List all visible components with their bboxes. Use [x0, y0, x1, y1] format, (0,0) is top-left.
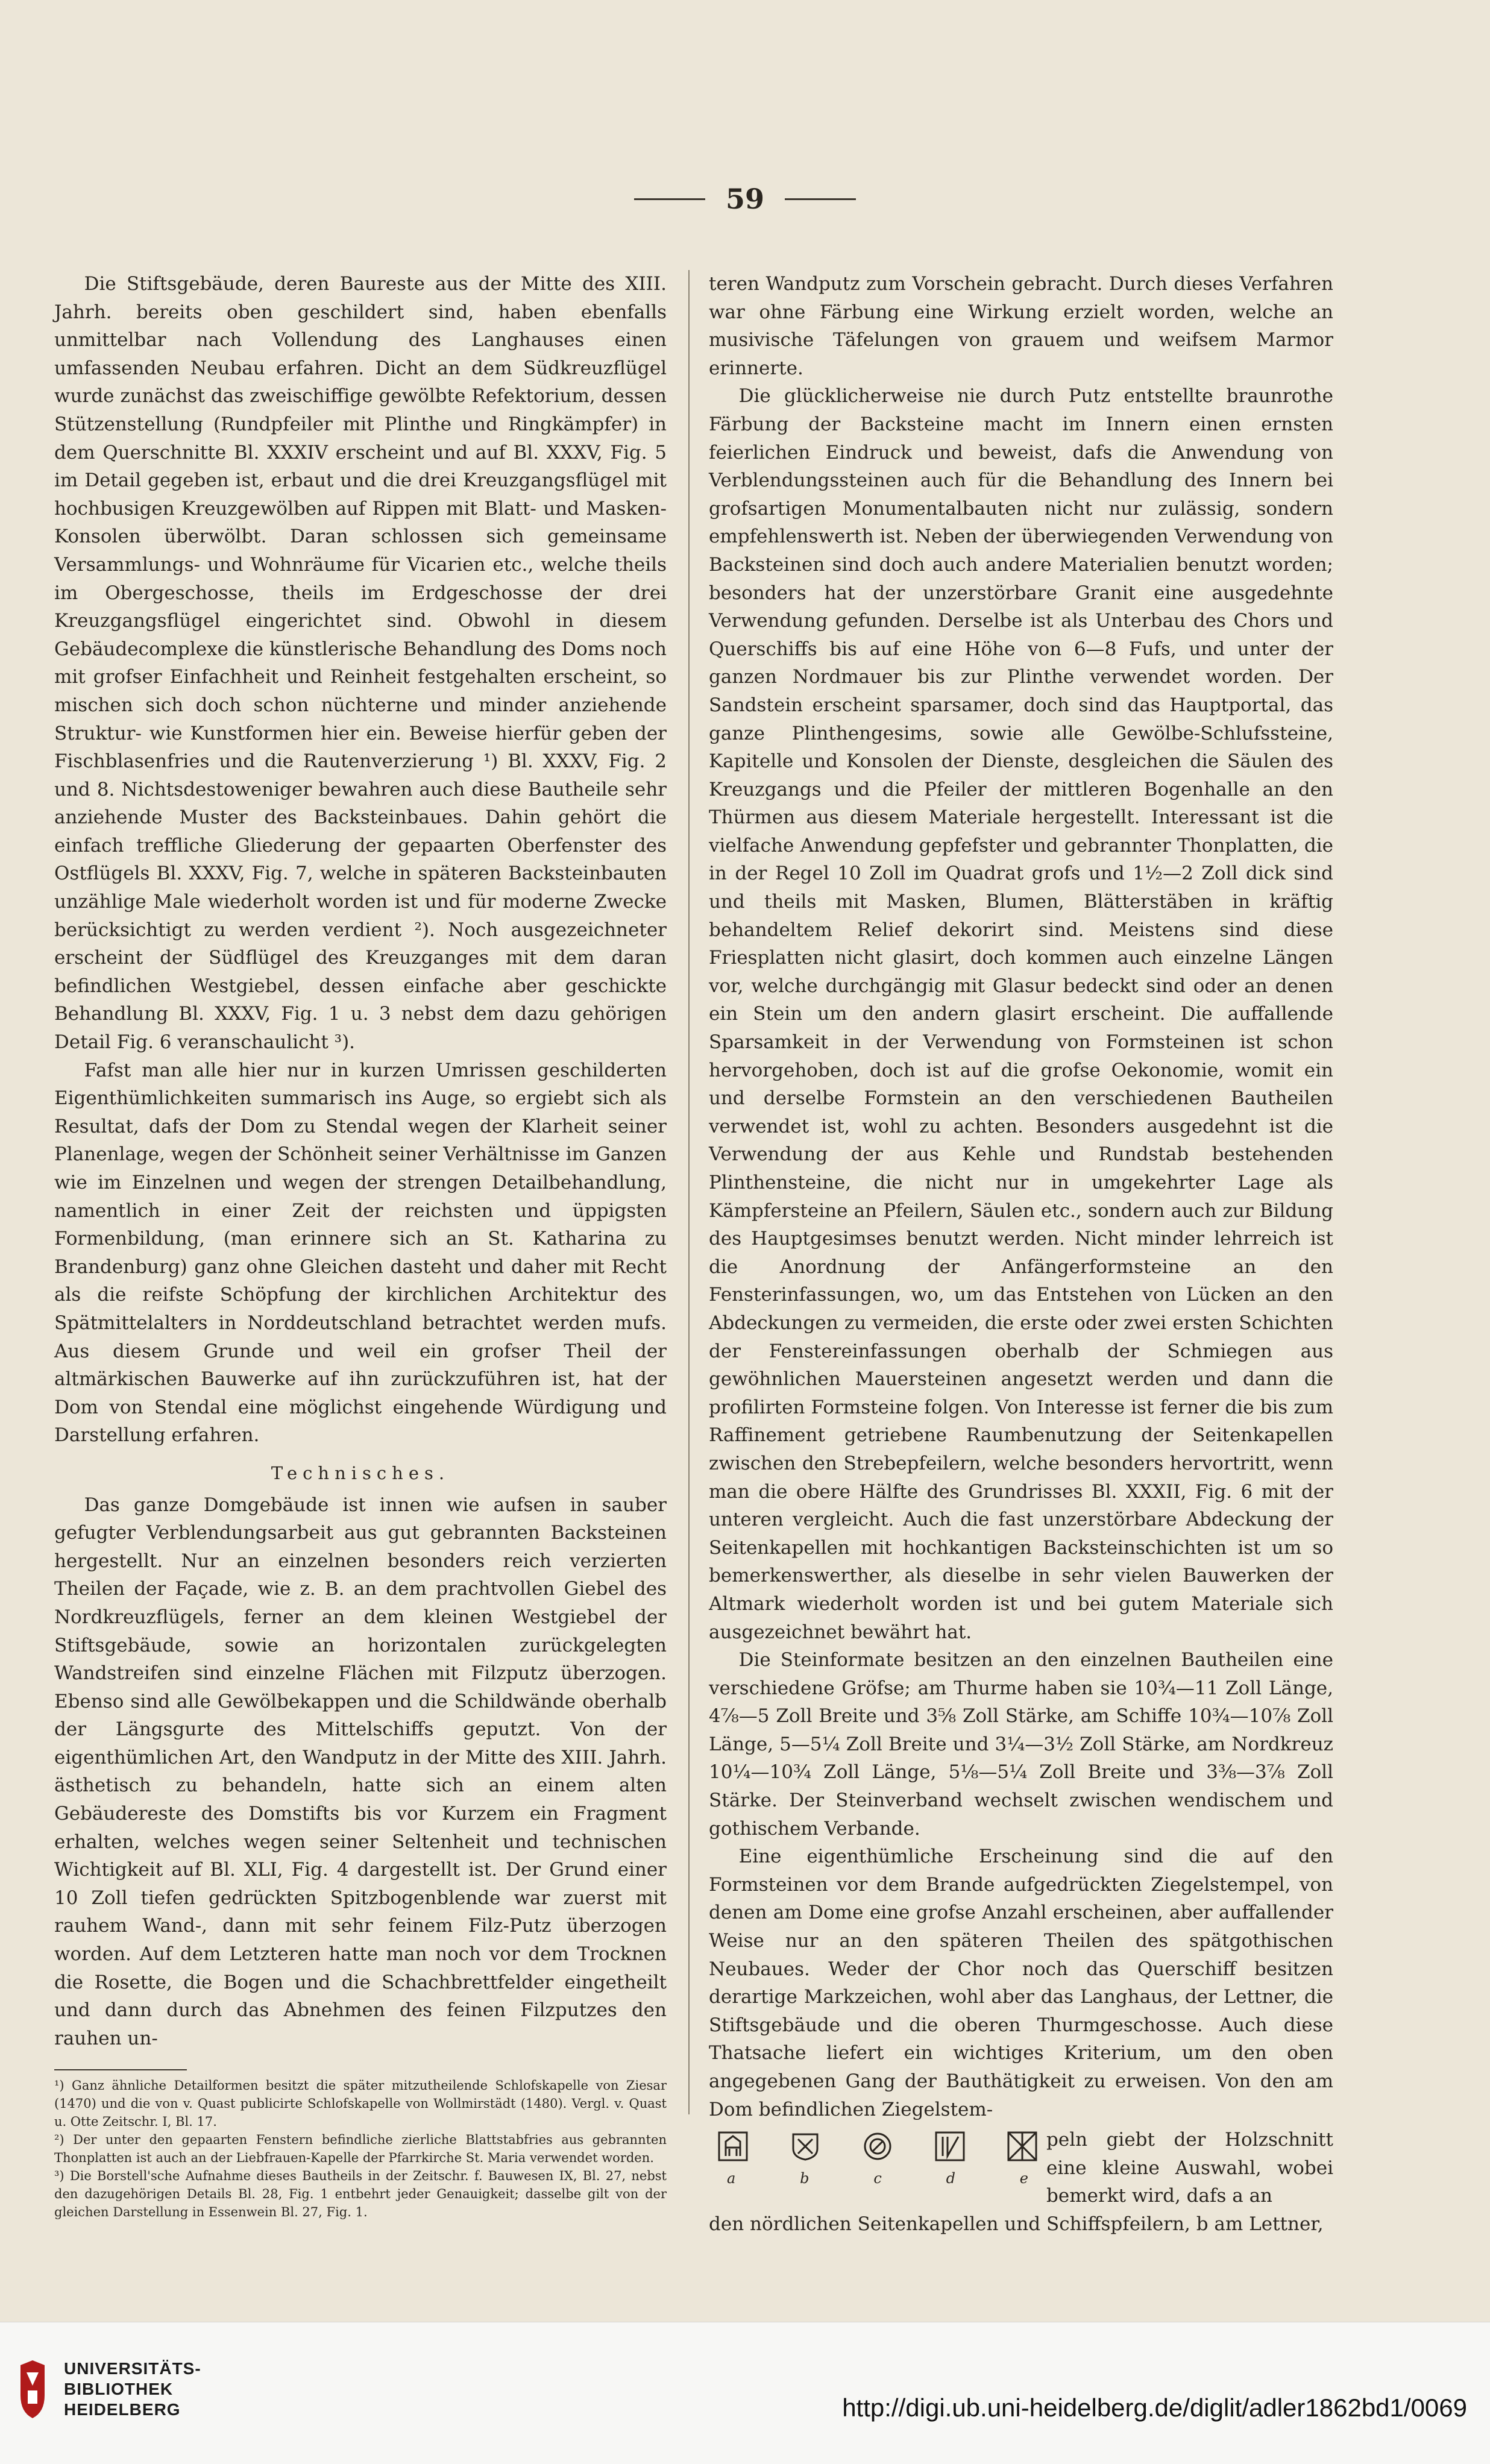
logo-line-3: HEIDELBERG: [64, 2400, 181, 2419]
stamp-label-d: d: [946, 2170, 955, 2187]
paragraph-steinformate: Die Steinformate besitzen an den einzelnen Bautheilen eine verschiedene Gröfse; am Thurme haben sie 10¾—11 Zoll Länge, 4⅞—5 Zoll Breite und 3⅝ Zoll Stärke, am Schiffe 10¾—10⅞ Zoll Länge, 5—5¼ Zoll Breite und 3¼—3½ Zoll Stärke, am Nordkreuz 10¼—10¾ Zoll Länge, 5⅛—5¼ Zoll Breite und 3⅜—3⅞ Zoll Stärke. Der Steinverband wechselt zwischen wendischem und gothischem Verbande.: [709, 1649, 1333, 1840]
brick-stamp-woodcut: [709, 2126, 1046, 2210]
stamp-b-icon: [790, 2131, 821, 2162]
stamp-c-icon: [862, 2131, 893, 2162]
stamp-label-a: a: [727, 2170, 736, 2187]
header-rule-left: [634, 198, 705, 200]
brick-stamp-figure: [709, 2126, 1333, 2210]
right-column: [709, 270, 1333, 2239]
last-line: den nördlichen Seitenkapellen und Schiffspfeilern, b am Lettner,: [709, 2213, 1324, 2235]
paragraph-stiftsgebaeude: Die Stiftsgebäude, deren Baureste aus der Mitte des XIII. Jahrh. bereits oben geschildert sind, haben ebenfalls unmittelbar nach Vollendung des Langhauses einen umfassenden Neubau erfahren. Dicht an dem Südkreuzflügel wurde zunächst das zweischiffige gewölbte Refektorium, dessen Stützenstellung (Rundpfeiler mit Plinthe und Ringkämpfer) in dem Querschnitte Bl. XXXIV erscheint und auf Bl. XXXV, Fig. 5 im Detail gegeben ist, erbaut und die drei Kreuzgangsflügel mit hochbusigen Kreuzgewölben auf Rippen mit Blatt- und Masken-Konsolen überwölbt. Daran schlossen sich gemeinsame Versammlungs- und Wohnräume für Vicarien etc., welche theils im Obergeschosse, theils im Erdgeschosse der drei Kreuzgangsflügel eingerichtet sind. Obwohl in diesem Gebäudecomplexe die künstlerische Behandlung des Doms noch mit grofser Einfachheit und Reinheit festgehalten erscheint, so mischen sich doch schon nüchterne und minder anziehende Struktur- wie Kunstformen hier ein. Beweise hierfür geben der Fischblasenfries und die Rautenverzierung ¹) Bl. XXXV, Fig. 2 und 8. Nichtsdestoweniger bewahren auch diese Bautheile sehr anziehende Muster des Backsteinbaues. Dahin gehört die einfach treffliche Gliederung der gepaarten Oberfenster des Ostflügels Bl. XXXV, Fig. 7, welche in späteren Backsteinbauten unzählige Male wiederholt worden ist und für moderne Zwecke berücksichtigt zu werden verdient ²). Noch ausgezeichneter erscheint der Südflügel des Kreuzganges mit dem daran befindlichen Westgiebel, dessen einfache aber geschickte Behandlung Bl. XXXV, Fig. 1 u. 3 nebst dem dazu gehörigen Detail Fig. 6 veranschaulicht ³).: [54, 273, 667, 1054]
section-heading-technisches: Technisches.: [271, 1462, 450, 1483]
source-url-link[interactable]: http://digi.ub.uni-heidelberg.de/diglit/adler1862bd1/0069: [842, 2393, 1467, 2422]
paragraph-ziegelstempel: Eine eigenthümliche Erscheinung sind die auf den Formsteinen vor dem Brande aufgedrückten Ziegelstempel, von denen am Dome eine grofse Anzahl erscheinen, aber auffallender Weise nur an den späteren Theilen des spätgothischen Neubaues. Weder der Chor noch das Querschiff besitzen derartige Markzeichen, wohl aber das Langhaus, der Lettner, die Stiftsgebäude und die oberen Thurmgeschosse. Auch diese Thatsache liefert ein wichtiges Kriterium, um den oben angegebenen Gang der Bauthätigkeit zu erweisen. Von den am Dom befindlichen Ziegelstem-: [709, 1846, 1333, 2120]
paragraph-backstein-faerbung: Die glücklicherweise nie durch Putz entstellte braunrothe Färbung der Backsteine macht im Innern einen ernsten feierlichen Eindruck und beweist, dafs die Anwendung von Verblendungssteinen auch für die Behandlung des Innern bei grofsartigen Monumentalbauten nicht nur zulässig, sondern empfehlenswerth ist. Neben der überwiegenden Verwendung von Backsteinen sind doch auch andere Materialien benutzt worden; besonders hat der unzerstörbare Granit eine ausgedehnte Verwendung gefunden. Derselbe ist als Unterbau des Chors und Querschiffs bis auf eine Höhe von 6—8 Fufs, und unter der ganzen Nordmauer bis zur Plinthe verwendet worden. Der Sandstein erscheint sparsamer, doch sind das Hauptportal, das ganze Plinthengesims, sowie alle Gewölbe-Schlufssteine, Kapitelle und Konsolen der Dienste, desgleichen die Säulen des Kreuzgangs und die Pfeiler der mittleren Bogenhalle an den Thürmen aus diesem Materiale hergestellt. Interessant ist die vielfache Anwendung gepfefster und gebrannter Thonplatten, die in der Regel 10 Zoll im Quadrat grofs und 1½—2 Zoll dick sind und theils mit Masken, Blumen, Blätterstäben in kräftig behandeltem Relief dekorirt sind. Meistens sind diese Friesplatten nicht glasirt, doch kommen auch einzelne Längen vor, welche durchgängig mit Glasur bedeckt sind oder an denen ein Stein um den andern glasirt erscheint. Die auffallende Sparsamkeit in der Verwendung von Formsteinen ist schon hervorgehoben, doch ist auf die grofse Oekonomie, womit ein und derselbe Formstein an den verschiedenen Bautheilen verwendet ist, wohl zu achten. Besonders ausgedehnt ist die Verwendung der aus Kehle und Rundstab bestehenden Plinthensteine, die nicht nur in umgekehrter Lage als Kämpfersteine an Pfeilern, Säulen etc., sondern auch zur Bildung des Hauptgesimses benutzt werden. Nicht minder lehrreich ist die Anordnung der Anfängerformsteine an den Fensterinfassungen, wo, um das Entstehen von Lücken an den Abdeckungen zu vermeiden, die erste oder zwei ersten Schichten der Fenstereinfassungen oberhalb der Schmiegen aus gewöhnlichen Mauersteinen angesetzt werden und dann die profilirten Formsteine folgen. Von Interesse ist ferner die bis zum Raffinement getriebene Raumbenutzung der Seitenkapellen zwischen den Strebepfeilern, welche besonders hervortritt, wenn man die obere Hälfte des Grundrisses Bl. XXXII, Fig. 6 mit der unteren vergleicht. Auch die fast unzerstörbare Abdeckung der Seitenkapellen mit hochkantigen Backsteinschichten ist um so bemerkenswerther, als dieselbe in sehr vielen Bauwerken der Altmark wiederholt worden ist und bei gutem Materiale sich ausgezeichnet bewährt hat.: [709, 385, 1333, 1643]
left-column: [54, 270, 667, 2221]
logo-line-1: UNIVERSITÄTS-: [64, 2359, 201, 2378]
stamp-label-e: e: [1019, 2170, 1028, 2187]
paragraph-domgebaeude: Das ganze Domgebäude ist innen wie aufsen in sauber gefugter Verblendungsarbeit aus gut gebrannten Backsteinen hergestellt. Nur an einzelnen besonders reich verzierten Theilen der Façade, wie z. B. an dem prachtvollen Giebel des Nordkreuzflügels, ferner an dem kleinen Westgiebel der Stiftsgebäude, sowie an horizontalen zurückgelegten Wandstreifen sind einzelne Flächen mit Filzputz überzogen. Ebenso sind alle Gewölbekappen und die Schildwände oberhalb der Längsgurte des Mittelschiffs geputzt. Von der eigenthümlichen Art, den Wandputz in der Mitte des XIII. Jahrh. ästhetisch zu behandeln, hatte sich an einem alten Gebäudereste des Domstifts bis vor Kurzem ein Fragment erhalten, welches wegen seiner Seltenheit und technischen Wichtigkeit auf Bl. XLI, Fig. 4 dargestellt ist. Der Grund einer 10 Zoll tiefen gedrückten Spitzbogenblende war zuerst mit rauhem Wand-, dann mit sehr feinem Filz-Putz überzogen worden. Auf dem Letzteren hatte man noch vor dem Trocknen die Rosette, die Bogen und die Schachbrettfelder eingetheilt und dann durch das Abnehmen des feinen Filzputzes den rauhen un-: [54, 1494, 667, 2049]
library-seal-icon: [14, 2359, 51, 2419]
paragraph-summary: Fafst man alle hier nur in kurzen Umrissen geschilderten Eigenthümlichkeiten summarisch ins Auge, so ergiebt sich als Resultat, dafs der Dom zu Stendal wegen der Klarheit seiner Planenlage, wegen der Schönheit seiner Verhältnisse im Ganzen wie im Einzelnen und wegen der strengen Detailbehandlung, namentlich in einer Zeit der reichsten und üppigsten Formenbildung, (man erinnere sich an St. Katharina zu Brandenburg) ganz ohne Gleichen dasteht und daher mit Recht als die reifste Schöpfung der kirchlichen Architektur des Spätmittelalters in Norddeutschland betrachtet werden mufs. Aus diesem Grunde und weil ein grofser Theil der altmärkischen Bauwerke auf ihn zurückzuführen ist, hat der Dom von Stendal eine möglichst eingehende Würdigung und Darstellung erfahren.: [54, 1059, 667, 1447]
stamp-a-icon: [717, 2131, 749, 2162]
stamp-label-c: c: [873, 2170, 882, 2187]
paragraph-wandputz-continued: teren Wandputz zum Vorschein gebracht. Durch dieses Verfahren war ohne Färbung eine Wirkung erzielt worden, welche an musivische Täfelungen von grauem und weifsem Marmor erinnerte.: [709, 273, 1333, 379]
stamp-label-b: b: [800, 2170, 809, 2187]
footnote-3: ³) Die Borstell'sche Aufnahme dieses Bautheils in der Zeitschr. f. Bauwesen IX, Bl. 27, nebst den dazugehörigen Details Bl. 28, Fig. 1 entbehrt jeder Genauigkeit; dasselbe gilt von der gleichen Darstellung in Essenwein Bl. 27, Fig. 1.: [54, 2169, 667, 2220]
library-footer: [0, 2322, 1490, 2464]
logo-line-2: BIBLIOTHEK: [64, 2380, 174, 2398]
stamp-d-icon: [934, 2131, 966, 2162]
column-divider: [688, 270, 690, 2114]
stamp-labels: [709, 2162, 1046, 2193]
page-number: 59: [725, 183, 764, 215]
ub-heidelberg-logo[interactable]: [14, 2359, 201, 2420]
footnotes: [54, 2076, 667, 2221]
header-rule-right: [785, 198, 856, 200]
footnote-rule: [54, 2069, 187, 2070]
footnote-2: ²) Der unter den gepaarten Fenstern befindliche zierliche Blattstabfries aus gebrannten Thonplatten ist auch an der Liebfrauen-Kapelle der Pfarrkirche St. Maria verwendet worden.: [54, 2132, 667, 2166]
footnote-1: ¹) Ganz ähnliche Detailformen besitzt die später mitzutheilende Schlofskapelle von Ziesar (1470) und die von v. Quast publicirte Schlofskapelle von Wollmirstädt (1480). Vergl. v. Quast u. Otte Zeitschr. I, Bl. 17.: [54, 2078, 667, 2129]
stamp-e-icon: [1007, 2131, 1038, 2162]
figure-side-text: peln giebt der Holzschnitt eine kleine Auswahl, wobei bemerkt wird, dafs a an: [1046, 2129, 1333, 2207]
page-header: [0, 178, 1490, 220]
